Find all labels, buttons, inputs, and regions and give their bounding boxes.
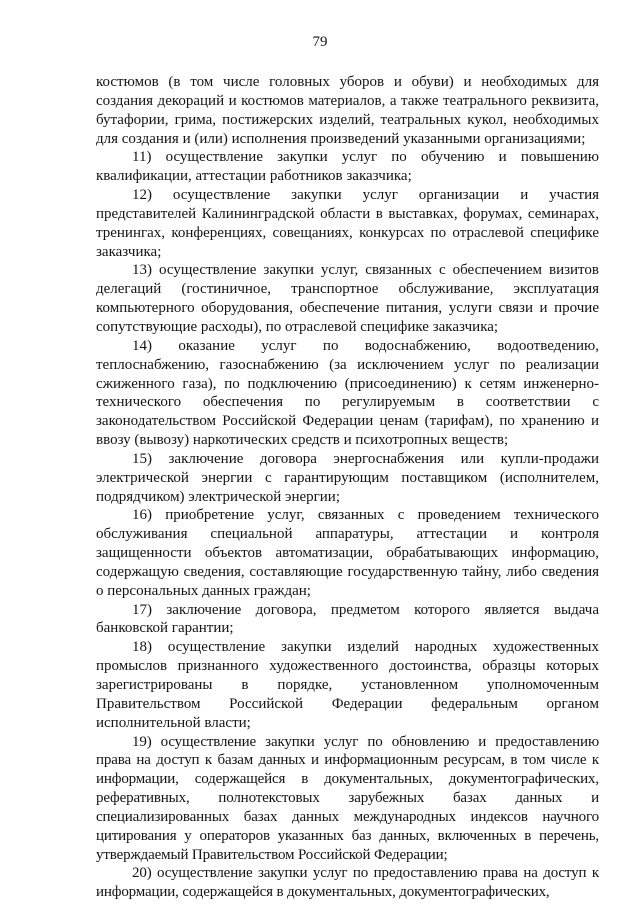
paragraph-continuation: костюмов (в том числе головных уборов и обуви) и необходимых для создания декораций и костюмов материалов, а также театрального реквизита, бутафории, грима, постижерских изделий, театральных кукол, необходимых для создания и (или) исполнения произведений указанными организациями; <box>96 74 599 147</box>
paragraph-item-13: 13) осуществление закупки услуг, связанных с обеспечением визитов делегаций (гостиничное, транспортное обслуживание, эксплуатация компьютерного оборудования, обеспечение питания, услуги связи и прочие сопутствующие расходы), по отраслевой специфике заказчика; <box>96 262 599 335</box>
paragraph-item-11: 11) осуществление закупки услуг по обучению и повышению квалификации, аттестации работников заказчика; <box>96 149 599 185</box>
paragraph-item-18: 18) осуществление закупки изделий народных художественных промыслов признанного художественного достоинства, образцы которых зарегистрированы в порядке, установленном уполномоченным Правительством Российской Федерации федеральным органом исполнительной власти; <box>96 639 599 731</box>
paragraph-item-12: 12) осуществление закупки услуг организации и участия представителей Калининградской области в выставках, форумах, семинарах, тренингах, конференциях, совещаниях, конкурсах по отраслевой специфике заказчика; <box>96 187 599 260</box>
paragraph-item-17: 17) заключение договора, предметом которого является выдача банковской гарантии; <box>96 601 599 637</box>
paragraph-item-16: 16) приобретение услуг, связанных с проведением технического обслуживания специальной аппаратуры, аттестации и контроля защищенности объектов автоматизации, обрабатывающих информацию, содержащую сведения, составляющие государственную тайну, либо сведения о персональных данных граждан; <box>96 507 599 599</box>
paragraph-item-20: 20) осуществление закупки услуг по предоставлению права на доступ к информации, содержащейся в документальных, документографических, <box>96 865 599 901</box>
paragraph-item-14: 14) оказание услуг по водоснабжению, водоотведению, теплоснабжению, газоснабжению (за исключением услуг по реализации сжиженного газа), по подключению (присоединению) к сетям инженерно-технического обеспечения по регулируемым в соответствии с законодательством Российской Федерации ценам (тарифам), по хранению и ввозу (вывозу) наркотических средств и психотропных веществ; <box>96 337 599 449</box>
page-number: 79 <box>312 34 328 50</box>
paragraph-item-15: 15) заключение договора энергоснабжения или купли-продажи электрической энергии с гарантирующим поставщиком (исполнителем, подрядчиком) электрической энергии; <box>96 450 599 505</box>
paragraph-item-19: 19) осуществление закупки услуг по обновлению и предоставлению права на доступ к базам данных и информационным ресурсам, в том числе к информации, содержащейся в документальных, документографических, реферативных, полнотекстовых зарубежных базах данных и специализированных базах данных международных индексов научного цитирования у операторов указанных баз данных, включенных в перечень, утверждаемый Правительством Российской Федерации; <box>96 733 599 863</box>
document-body <box>96 73 599 902</box>
